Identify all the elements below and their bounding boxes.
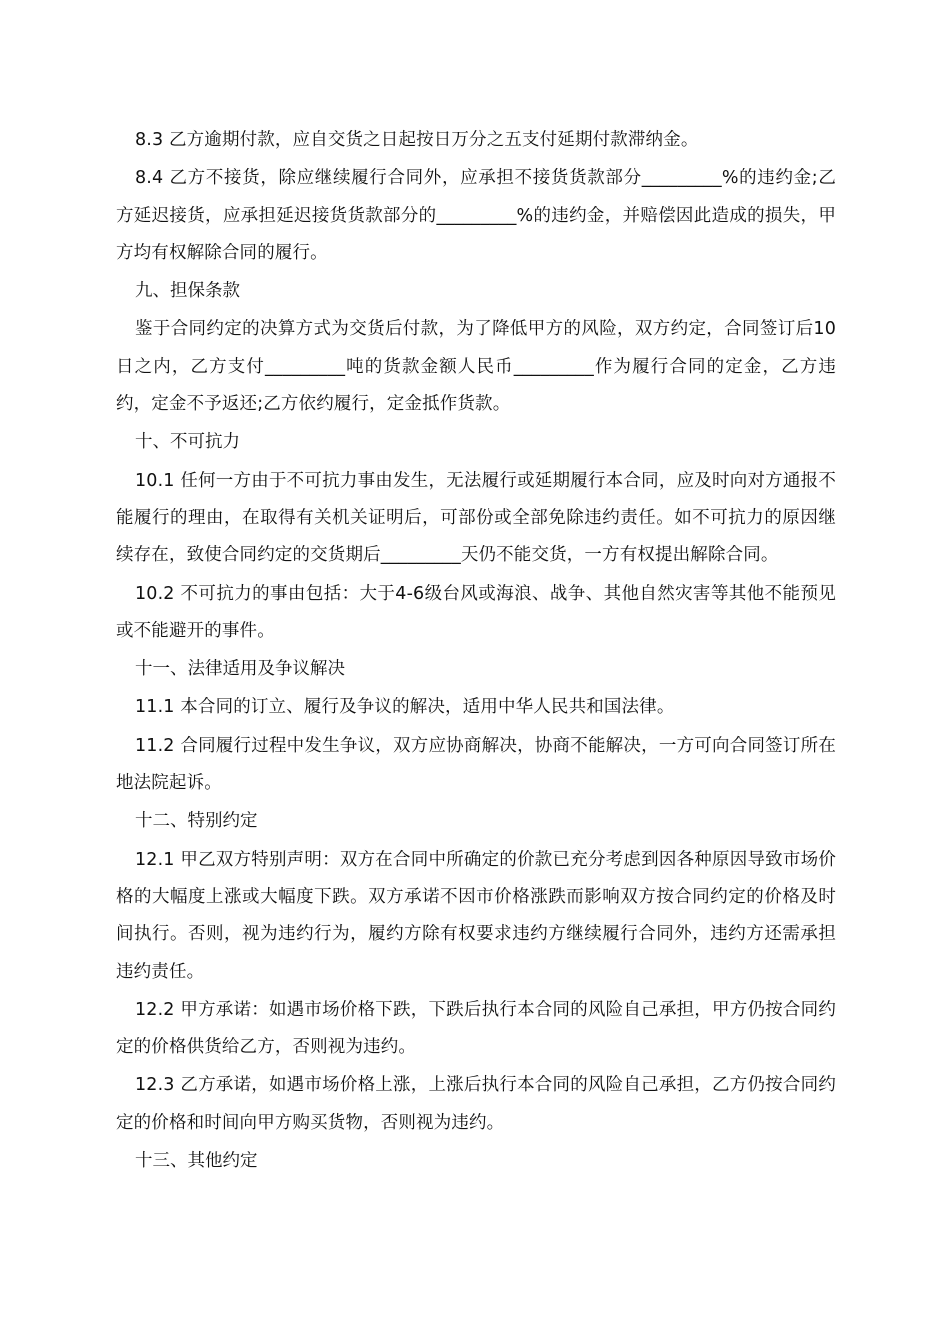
clause-8-3: 8.3 乙方逾期付款，应自交货之日起按日万分之五支付延期付款滞纳金。	[135, 130, 699, 150]
clause-12-2: 12.2 甲方承诺：如遇市场价格下跌，下跌后执行本合同的风险自己承担，甲方仍按合同约定的价格供货给乙方，否则视为违约。	[116, 999, 836, 1058]
document-body	[116, 122, 836, 1181]
clause-12-1: 12.1 甲乙双方特别声明：双方在合同中所确定的价款已充分考虑到因各种原因导致市场价格的大幅度上涨或大幅度下跌。双方承诺不因市价格涨跌而影响双方按合同约定的价格及时间执行。否则，视为违约行为，履约方除有权要求违约方继续履行合同外，违约方还需承担违约责任。	[116, 849, 836, 982]
clause-11-2: 11.2 合同履行过程中发生争议，双方应协商解决，协商不能解决，一方可向合同签订所在地法院起诉。	[116, 735, 836, 794]
section-heading-law: 十一、法律适用及争议解决	[135, 659, 345, 680]
section-heading-force-majeure: 十、不可抗力	[135, 432, 240, 453]
clause-12-3: 12.3 乙方承诺，如遇市场价格上涨，上涨后执行本合同的风险自己承担，乙方仍按合同约定的价格和时间向甲方购买货物，否则视为违约。	[116, 1075, 836, 1133]
clause-10-2: 10.2 不可抗力的事由包括：大于4-6级台风或海浪、战争、其他自然灾害等其他不能预见或不能避开的事件。	[116, 583, 836, 641]
section-heading-guarantee: 九、担保条款	[135, 281, 240, 302]
clause-8-4: 8.4 乙方不接货，除应继续履行合同外，应承担不接货货款部分_________%的违约金;乙方延迟接货，应承担延迟接货货款部分的_________%的违约金，并赔偿因此造成的损失，甲方均有权解除合同的履行。	[116, 168, 836, 263]
clause-11-1: 11.1 本合同的订立、履行及争议的解决，适用中华人民共和国法律。	[135, 697, 675, 718]
clause-10-1: 10.1 任何一方由于不可抗力事由发生，无法履行或延期履行本合同，应及时向对方通报不能履行的理由，在取得有关机关证明后，可部份或全部免除违约责任。如不可抗力的原因继续存在，致使合同约定的交货期后_________天仍不能交货，一方有权提出解除合同。	[116, 470, 836, 566]
section-heading-special: 十二、特别约定	[135, 811, 258, 832]
clause-guarantee: 鉴于合同约定的决算方式为交货后付款，为了降低甲方的风险，双方约定，合同签订后10日之内，乙方支付_________吨的货款金额人民币_________作为履行合同的定金，乙方违约，定金不予返还;乙方依约履行，定金抵作货款。	[116, 319, 836, 415]
section-heading-other: 十三、其他约定	[135, 1151, 258, 1172]
